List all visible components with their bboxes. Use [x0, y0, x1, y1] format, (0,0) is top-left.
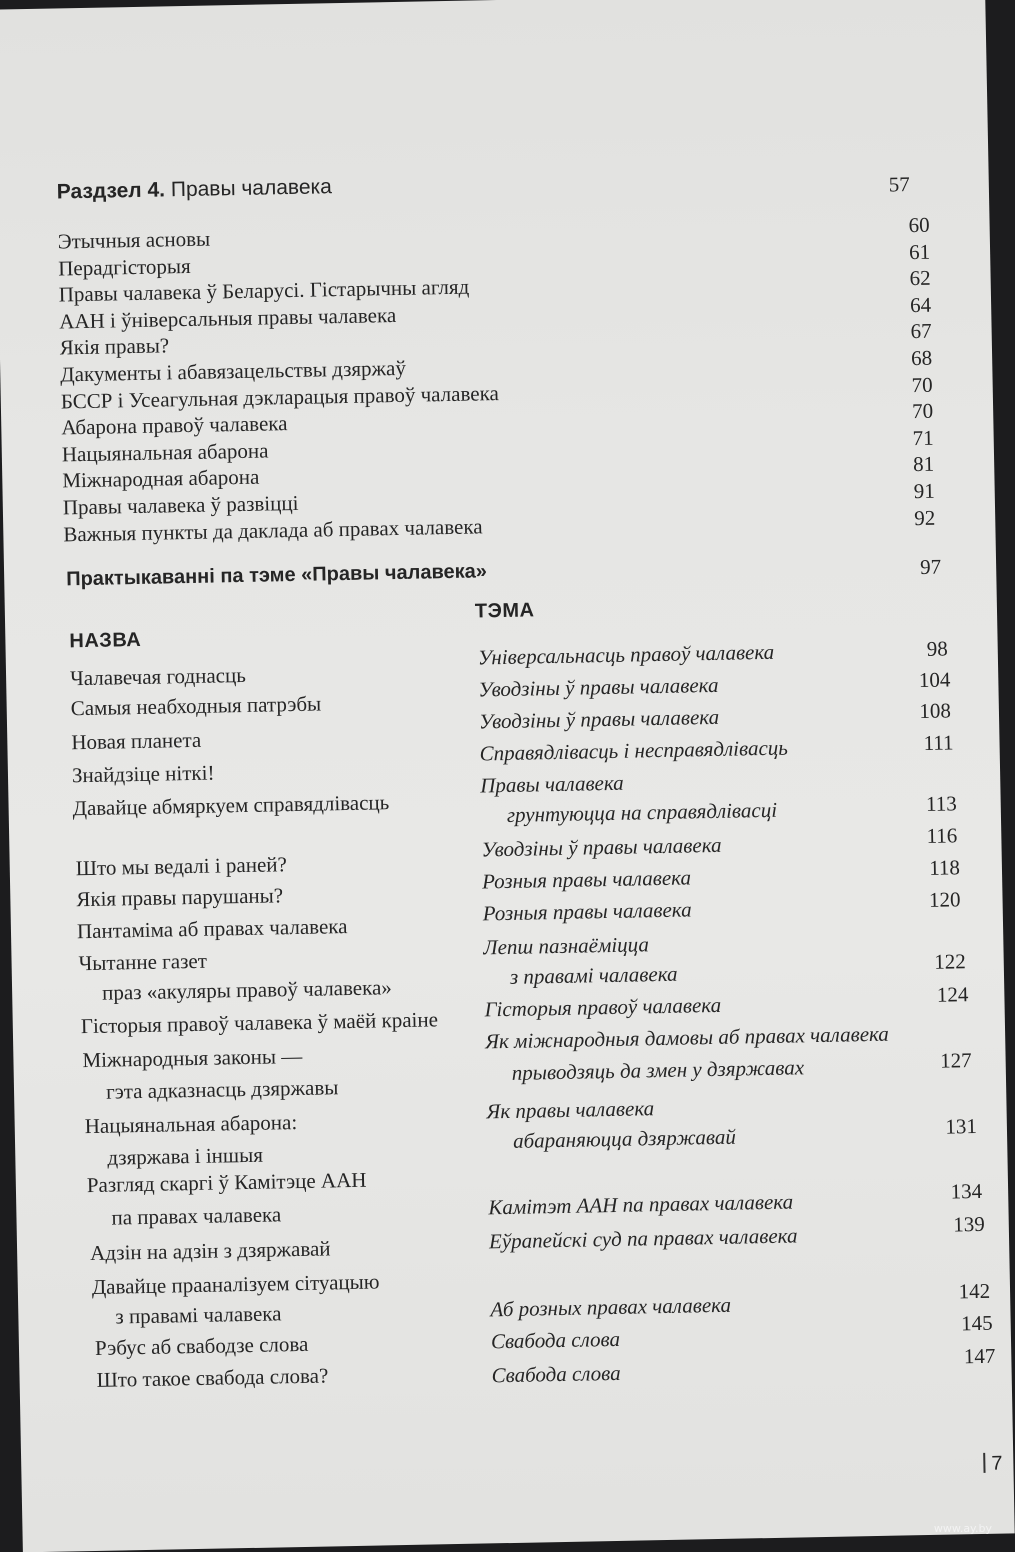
watermark: www.ay.by: [933, 1522, 992, 1535]
toc-entry-page: 70: [911, 398, 934, 424]
toc-entry-page: 64: [909, 292, 932, 317]
theme-page-number: 124: [936, 982, 969, 1007]
exercise-name: Што мы ведалі і раней?: [75, 852, 288, 881]
exercise-theme: Розныя правы чалавека: [481, 865, 692, 894]
exercise-name: Разгляд скаргі ў Камітэце ААН: [86, 1167, 367, 1198]
exercise-theme-continuation: прыводзяць да змен у дзяржавах: [511, 1055, 805, 1085]
toc-entry-page: 62: [909, 265, 931, 291]
theme-page-number: 98: [926, 636, 948, 661]
exercise-name-continuation: дзяржава і іншыя: [107, 1142, 264, 1170]
toc-entry-title: Абарона правоў чалавека: [61, 411, 288, 440]
exercise-name-continuation: па правах чалавека: [111, 1202, 282, 1230]
toc-entry-page: 91: [913, 478, 935, 504]
theme-page-number: 113: [925, 791, 957, 816]
exercise-name: Знайдзіце ніткі!: [71, 760, 215, 788]
exercise-name: Самыя неабходныя патрэбы: [70, 691, 322, 721]
exercise-theme: Справядлівасць і несправядлівасць: [479, 735, 789, 766]
practice-page-number: 97: [919, 554, 942, 579]
toc-entry-page: 60: [908, 212, 930, 238]
exercise-theme-continuation: з правамі чалавека: [509, 961, 678, 989]
exercise-name: Што такое свабода слова?: [96, 1363, 329, 1392]
folio-number: 7: [991, 1452, 1003, 1475]
exercise-theme-continuation-row: [486, 1049, 966, 1088]
toc-entry-title: Якія правы?: [59, 333, 170, 360]
exercise-name: Пантаміма аб правах чалавека: [76, 914, 348, 944]
theme-page-number: 122: [934, 949, 966, 974]
exercise-theme: Гісторыя правоў чалавека: [484, 992, 722, 1022]
exercise-theme: Уводзіны ў правы чалавека: [478, 672, 719, 702]
theme-page-number: 118: [928, 855, 961, 880]
theme-page-number: 145: [960, 1310, 993, 1336]
toc-entry-page: 70: [911, 372, 933, 397]
theme-page-number: 139: [953, 1211, 986, 1237]
theme-page-number: 127: [939, 1048, 972, 1073]
exercise-theme: Уводзіны ў правы чалавека: [478, 704, 720, 734]
exercise-name-continuation: праз «акуляры правоў чалавека»: [101, 975, 393, 1005]
theme-page-number: 116: [926, 823, 958, 848]
exercise-theme-continuation: грунтуюцца на справядлівасці: [506, 797, 778, 827]
theme-page-number: 111: [923, 730, 954, 755]
toc-entry-page: 67: [910, 319, 932, 344]
exercise-name-continuation: гэта адказнасць дзяржавы: [105, 1075, 339, 1104]
toc-entry-title: Нацыянальная абарона: [61, 438, 269, 467]
exercise-name: Міжнародныя законы —: [82, 1043, 303, 1073]
exercise-theme: Свабода слова: [491, 1360, 621, 1388]
exercise-name: Адзін на адзін з дзяржавай: [89, 1236, 331, 1266]
exercise-theme: Як міжнародныя дамовы аб правах чалавека: [484, 1021, 890, 1054]
exercise-name: Чалавечая годнасць: [69, 662, 247, 691]
exercise-theme: Розныя правы чалавека: [482, 897, 692, 926]
exercise-name: Давайце абмяркуем справядлівасць: [72, 790, 390, 821]
toc-entry-page: 68: [910, 345, 933, 371]
exercise-name: Гісторыя правоў чалавека ў маёй краіне: [80, 1007, 439, 1039]
theme-page-number: 142: [958, 1278, 991, 1304]
toc-entry-title: Дакументы і абавязацельствы дзяржаў: [60, 355, 407, 387]
theme-page-number: 120: [928, 887, 961, 912]
exercise-theme: Камітэт ААН па правах чалавека: [488, 1189, 794, 1220]
practice-heading: Практыкаванні па тэме «Правы чалавека»: [66, 560, 488, 591]
theme-page-number: 147: [963, 1343, 996, 1369]
exercise-name: Чытанне газет: [78, 948, 208, 976]
toc-entry-title: ААН і ўніверсальныя правы чалавека: [59, 302, 397, 334]
toc-entry-page: 71: [912, 425, 934, 450]
section-title: Правы чалавека: [170, 175, 333, 202]
theme-page-number: 108: [919, 698, 952, 724]
section-page-number: 57: [888, 172, 911, 197]
toc-entry-page: 92: [913, 505, 936, 530]
theme-page-number: 104: [918, 667, 951, 693]
toc-entry-page: 61: [908, 239, 931, 264]
page-folio: [983, 1453, 1003, 1476]
exercise-theme: Еўрапейскі суд па правах чалавека: [488, 1223, 798, 1254]
theme-page-number: 134: [950, 1178, 983, 1204]
exercise-name: Рэбус аб свабодзе слова: [94, 1331, 309, 1360]
exercise-name: Новая планета: [71, 727, 202, 755]
exercise-theme: Правы чалавека: [480, 770, 624, 798]
toc-entry-title: Правы чалавека ў Беларусі. Гістарычны агляд: [58, 274, 470, 307]
column-header-theme: ТЭМА: [474, 599, 535, 623]
toc-entry-page: 81: [912, 452, 935, 477]
exercise-name-continuation: з правамі чалавека: [115, 1301, 282, 1329]
toc-entry-title: Правы чалавека ў развіцці: [62, 490, 299, 520]
folio-divider: [983, 1453, 985, 1473]
toc-entry-title: Этычныя асновы: [57, 226, 211, 254]
theme-page-number: 131: [945, 1113, 978, 1139]
exercise-theme: Як правы чалавека: [486, 1096, 655, 1124]
toc-entry-title: Перадгісторыя: [58, 253, 191, 281]
exercise-theme: Універсальнасць правоў чалавека: [477, 639, 775, 670]
section-heading: [57, 175, 333, 204]
exercise-theme-continuation: абараняюцца дзяржавай: [512, 1124, 737, 1153]
exercise-theme: Уводзіны ў правы чалавека: [481, 832, 722, 862]
exercise-theme: Свабода слова: [490, 1326, 621, 1354]
toc-entry-title: Міжнародная абарона: [62, 464, 260, 493]
exercise-name: Нацыянальная абарона:: [84, 1110, 298, 1139]
toc-entry-title: БССР і Усеагульная дэкларацыя правоў чалавека: [60, 380, 500, 414]
column-header-name: НАЗВА: [69, 628, 142, 653]
exercise-name: Давайце прааналізуем сітуацыю: [91, 1269, 380, 1300]
exercise-name: Якія правы парушаны?: [76, 883, 284, 912]
exercise-theme: Лепш пазнаёміцца: [483, 932, 650, 960]
section-label: Раздзел 4.: [56, 178, 166, 204]
exercise-theme: Аб розных правах чалавека: [490, 1292, 732, 1322]
toc-entry-title: Важныя пункты да даклада аб правах чалавека: [63, 513, 483, 546]
toc-list: [57, 212, 943, 548]
